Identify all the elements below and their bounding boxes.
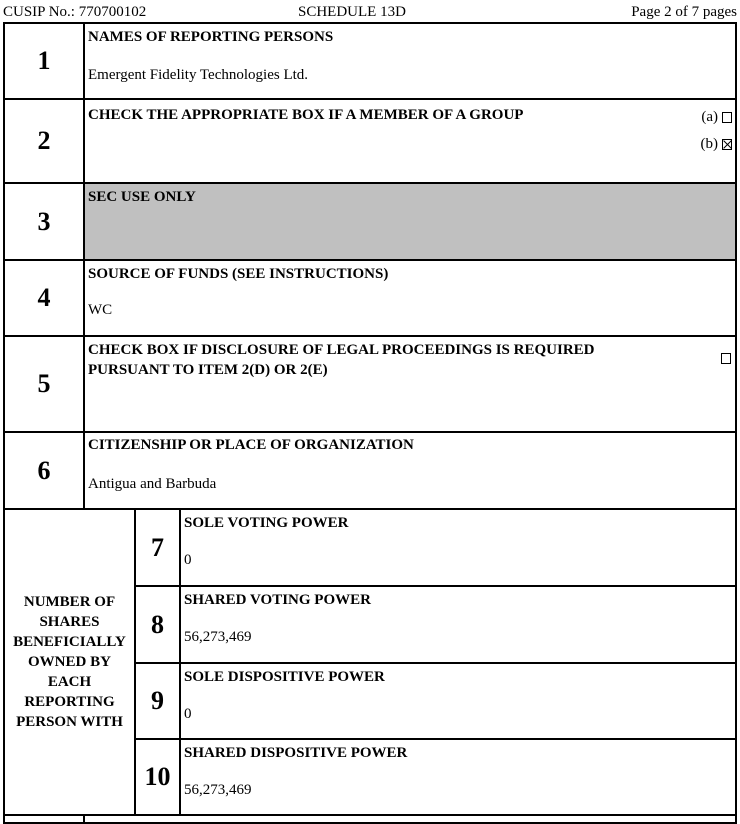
citizenship-value: Antigua and Barbuda — [88, 476, 217, 492]
shared-voting-power-value: 56,273,469 — [184, 629, 252, 645]
side-label-line: EACH — [47, 674, 92, 690]
row-label-line2: PURSUANT TO ITEM 2(D) OR 2(E) — [88, 362, 328, 378]
row-number-4: 4 — [3, 259, 85, 337]
shares-beneficially-owned-label — [3, 508, 136, 816]
row-label: SOURCE OF FUNDS (SEE INSTRUCTIONS) — [88, 266, 389, 282]
side-label-line: NUMBER OF — [23, 594, 116, 610]
option-a-label: (a) — [701, 109, 718, 125]
row-label: CHECK THE APPROPRIATE BOX IF A MEMBER OF A GROUP — [88, 107, 524, 123]
next-row-number-cell — [3, 814, 85, 824]
checkbox-b-checked-icon[interactable] — [722, 139, 732, 150]
side-label-line: PERSON WITH — [16, 714, 123, 730]
shared-dispositive-power-value: 56,273,469 — [184, 782, 252, 798]
checkbox-a-icon[interactable] — [722, 112, 732, 123]
row-shared-dispositive-power — [179, 738, 737, 816]
row-number-8: 8 — [134, 585, 181, 664]
group-option-a[interactable] — [701, 108, 732, 126]
side-label-line: BENEFICIALLY — [13, 634, 126, 650]
row-number-2: 2 — [3, 98, 85, 184]
row-number-9: 9 — [134, 662, 181, 740]
row-citizenship — [83, 431, 737, 510]
row-label-line1: CHECK BOX IF DISCLOSURE OF LEGAL PROCEEDINGS IS REQUIRED — [88, 342, 595, 358]
row-sole-dispositive-power — [179, 662, 737, 740]
reporting-person-name: Emergent Fidelity Technologies Ltd. — [88, 67, 309, 83]
side-label-line: OWNED BY — [28, 654, 111, 670]
sole-dispositive-power-value: 0 — [184, 706, 192, 722]
row-number-3: 3 — [3, 182, 85, 261]
page-indicator: Page 2 of 7 pages — [631, 4, 737, 20]
row-source-of-funds — [83, 259, 737, 337]
side-label-line: REPORTING — [24, 694, 115, 710]
row-label: SHARED VOTING POWER — [184, 592, 371, 608]
row-number-1: 1 — [3, 22, 85, 100]
row-number-5: 5 — [3, 335, 85, 433]
row-names-of-reporting-persons — [83, 22, 737, 100]
row-sole-voting-power — [179, 508, 737, 587]
row-number-6: 6 — [3, 431, 85, 510]
row-sec-use-only — [83, 182, 737, 261]
next-row-content-cell — [83, 814, 737, 824]
row-label: SOLE VOTING POWER — [184, 515, 349, 531]
legal-proceedings-checkbox-icon[interactable] — [721, 353, 731, 364]
row-label: NAMES OF REPORTING PERSONS — [88, 29, 334, 45]
row-label: SOLE DISPOSITIVE POWER — [184, 669, 385, 685]
cusip-number: CUSIP No.: 770700102 — [3, 4, 147, 20]
sole-voting-power-value: 0 — [184, 552, 192, 568]
source-of-funds-value: WC — [88, 302, 113, 318]
group-option-b[interactable] — [701, 135, 733, 153]
option-b-label: (b) — [700, 136, 718, 152]
row-label: SEC USE ONLY — [88, 189, 196, 205]
legal-proceedings-option[interactable] — [721, 353, 731, 364]
row-label: SHARED DISPOSITIVE POWER — [184, 745, 408, 761]
row-number-10: 10 — [134, 738, 181, 816]
schedule-title: SCHEDULE 13D — [298, 4, 406, 20]
row-shared-voting-power — [179, 585, 737, 664]
row-number-7: 7 — [134, 508, 181, 587]
row-group-member-check — [83, 98, 737, 184]
row-label: CITIZENSHIP OR PLACE OF ORGANIZATION — [88, 437, 414, 453]
side-label-line: SHARES — [39, 614, 100, 630]
row-legal-proceedings-check — [83, 335, 737, 433]
